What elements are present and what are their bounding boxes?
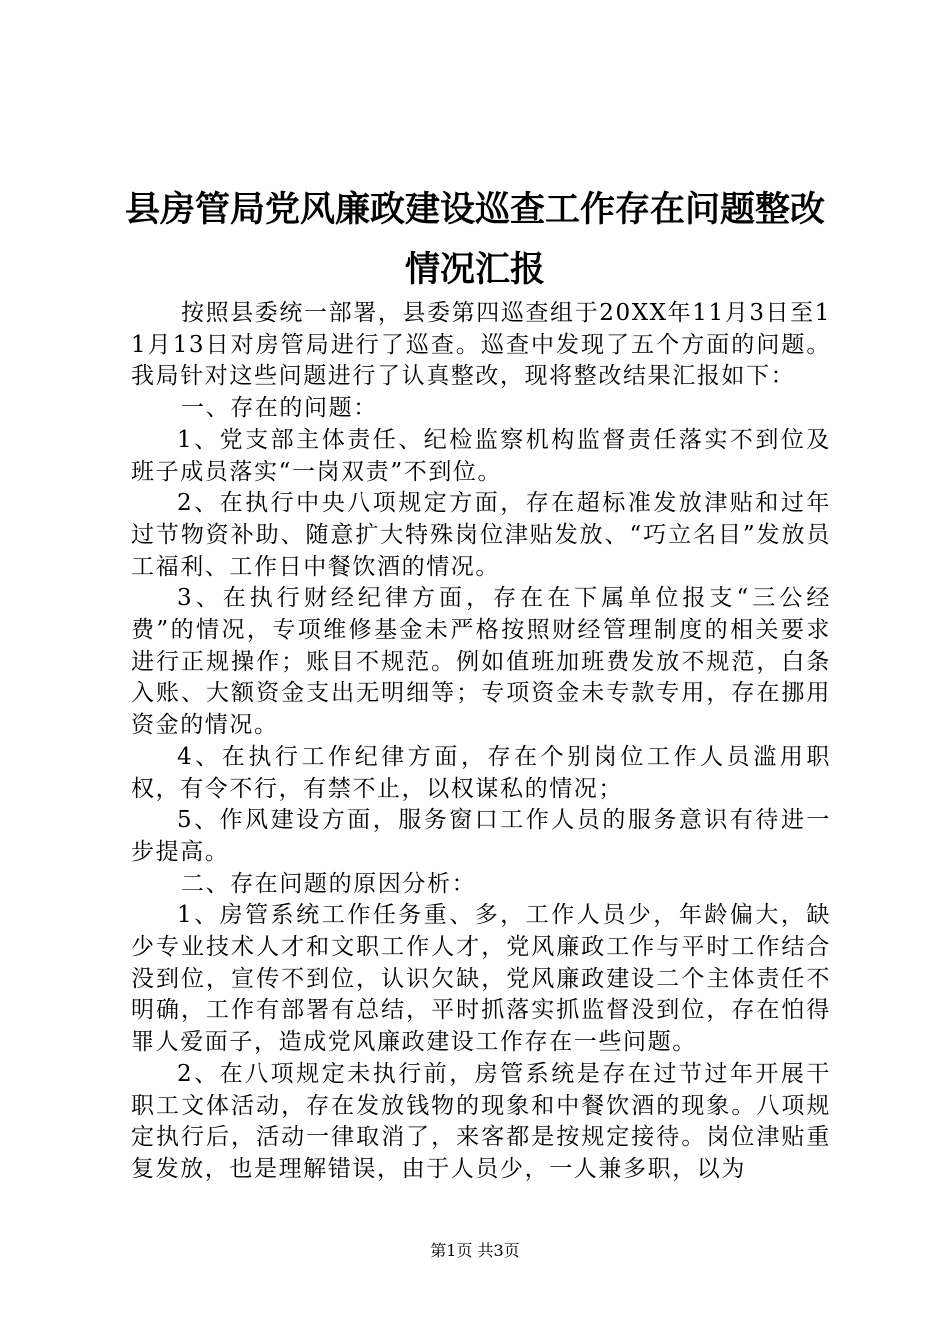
paragraph-cause-1: 1、房管系统工作任务重、多，工作人员少，年龄偏大，缺少专业技术人才和文职工作人才，党风廉政工作与平时工作结合没到位，宣传不到位，认识欠缺，党风廉政建设二个主体责任不明确，工作有部署有总结，平时抓落实抓监督没到位，存在怕得罪人爱面子，造成党风廉政建设工作存在一些问题。	[131, 902, 831, 1056]
document-title-line-1: 县房管局党风廉政建设巡查工作存在问题整改	[124, 190, 825, 230]
document-title-line-2: 情况汇报	[404, 250, 545, 290]
paragraph-problem-4: 4、在执行工作纪律方面，存在个别岗位工作人员滥用职权，有令不行，有禁不止，以权谋私的情况；	[131, 743, 831, 802]
heading-problems: 一、存在的问题：	[181, 395, 378, 422]
paragraph-problem-5: 5、作风建设方面，服务窗口工作人员的服务意识有待进一步提高。	[131, 807, 831, 865]
page-number-footer: 第1页 共3页	[430, 1241, 520, 1260]
paragraph-cause-2: 2、在八项规定未执行前，房管系统是存在过节过年开展干职工文体活动，存在发放钱物的现象和中餐饮酒的现象。八项规定执行后，活动一律取消了，来客都是按规定接待。岗位津贴重复发放，也是理解错误，由于人员少，一人兼多职，以为	[131, 1060, 831, 1182]
paragraph-problem-3: 3、在执行财经纪律方面，存在在下属单位报支“三公经费”的情况，专项维修基金未严格按照财经管理制度的相关要求进行正规操作；账目不规范。例如值班加班费发放不规范，白条入账、大额资金支出无明细等；专项资金未专款专用，存在挪用资金的情况。	[131, 585, 831, 739]
paragraph-problem-1: 1、党支部主体责任、纪检监察机构监督责任落实不到位及班子成员落实“一岗双责”不到位。	[131, 426, 831, 485]
paragraph-intro: 按照县委统一部署，县委第四巡查组于20XX年11月3日至11月13日对房管局进行了巡查。巡查中发现了五个方面的问题。我局针对这些问题进行了认真整改，现将整改结果汇报如下：	[131, 300, 831, 390]
paragraph-problem-2: 2、在执行中央八项规定方面，存在超标准发放津贴和过年过节物资补助、随意扩大特殊岗位津贴发放、“巧立名目”发放员工福利、工作日中餐饮酒的情况。	[131, 490, 831, 580]
heading-cause-analysis: 二、存在问题的原因分析：	[181, 870, 477, 897]
document-body	[131, 298, 831, 1186]
